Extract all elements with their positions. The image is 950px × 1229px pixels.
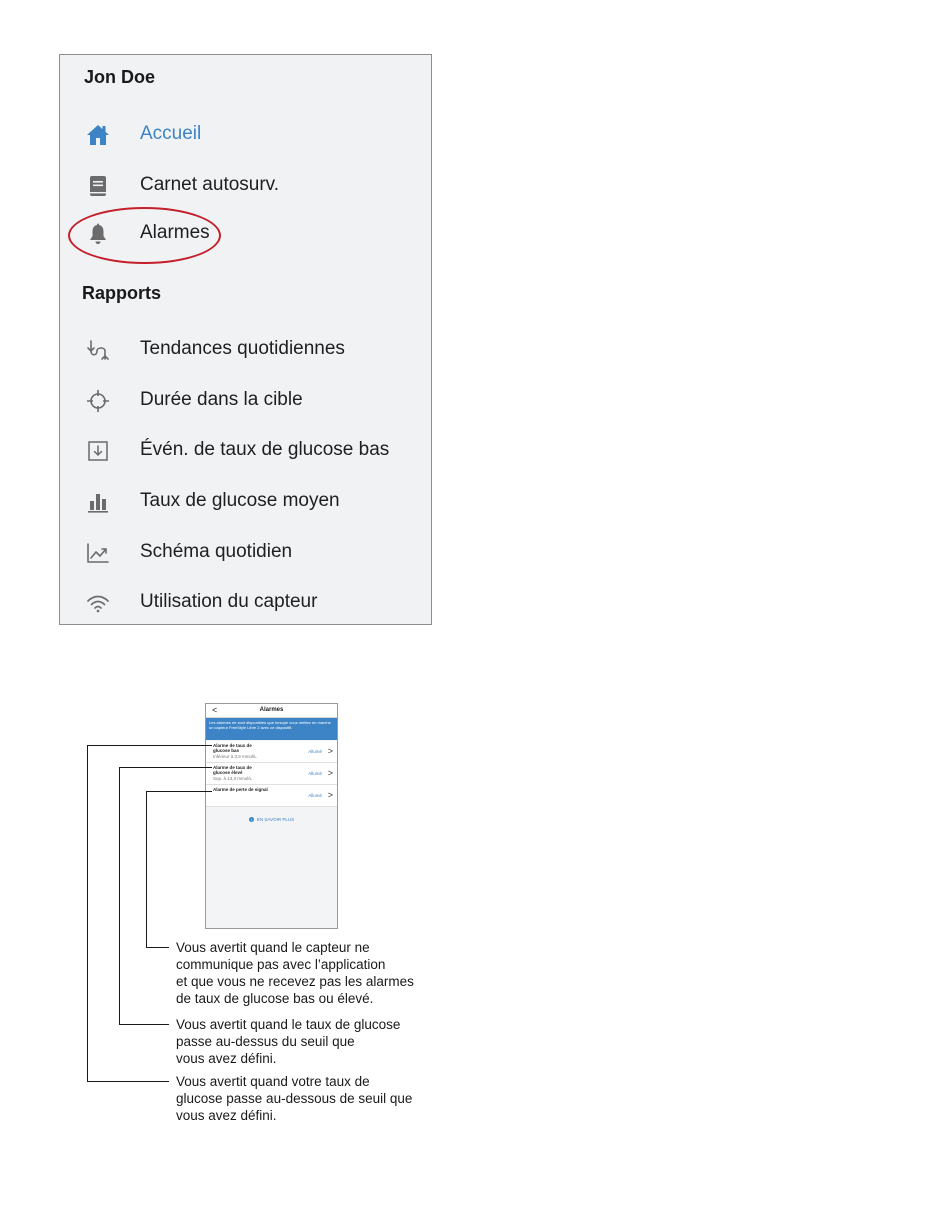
- line-chart-icon: [86, 541, 110, 565]
- back-chevron-icon[interactable]: <: [212, 705, 218, 715]
- alarm-row-subtitle: Inférieur à 3,9 mmol/L: [213, 754, 257, 759]
- bell-icon: [86, 222, 110, 246]
- callout-line: passe au-dessus du seuil que: [176, 1034, 355, 1049]
- nav-item-time-in-range[interactable]: [60, 384, 431, 418]
- nav-item-home[interactable]: [60, 118, 431, 152]
- nav-item-low-glucose-events[interactable]: [60, 434, 431, 468]
- callout-line: vous avez défini.: [176, 1108, 277, 1123]
- chevron-right-icon: >: [327, 768, 333, 778]
- alarm-row-high-glucose[interactable]: [206, 763, 337, 785]
- logbook-icon: [86, 174, 110, 198]
- callout-low-glucose: [176, 1073, 436, 1124]
- nav-item-sensor-usage[interactable]: [60, 586, 431, 620]
- nav-item-daily-trends[interactable]: [60, 333, 431, 367]
- phone-info-banner: Les alarmes ne sont disponibles que lorsque vous mettez en marche un capteur FreeStyle Libre 2 avec ce dispositif.: [206, 718, 337, 740]
- home-icon: [86, 123, 110, 147]
- daily-trends-icon: [86, 338, 110, 362]
- info-icon: i: [249, 817, 254, 822]
- user-name: Jon Doe: [84, 67, 156, 87]
- callout-line: Vous avertit quand le taux de glucose: [176, 1017, 401, 1032]
- nav-item-alarms[interactable]: [60, 217, 431, 251]
- nav-label-low-glucose-events: Évén. de taux de glucose bas: [140, 439, 390, 460]
- callout-line: Vous avertit quand le capteur ne: [176, 940, 370, 955]
- nav-label-home: Accueil: [140, 123, 202, 144]
- callout-line: communique pas avec l’application: [176, 957, 386, 972]
- alarm-row-status: Allumé: [308, 749, 322, 754]
- alarm-row-signal-loss[interactable]: [206, 785, 337, 807]
- nav-label-time-in-range: Durée dans la cible: [140, 389, 303, 410]
- target-icon: [86, 389, 110, 413]
- callout-line: et que vous ne recevez pas les alarmes: [176, 974, 414, 989]
- callout-line-signal-loss: [147, 792, 213, 948]
- alarm-row-status: Allumé: [308, 771, 322, 776]
- alarm-row-subtitle: Sup. à 13,3 mmol/L: [213, 776, 253, 781]
- navigation-drawer: [59, 54, 432, 625]
- alarm-row-title: Alarme de taux de glucose élevé: [213, 765, 252, 775]
- callout-line: glucose passe au-dessous de seuil que: [176, 1091, 413, 1106]
- nav-item-daily-patterns[interactable]: [60, 536, 431, 570]
- bar-chart-icon: [86, 490, 110, 514]
- alarm-row-status: Allumé: [308, 793, 322, 798]
- nav-label-sensor-usage: Utilisation du capteur: [140, 591, 318, 612]
- section-title-reports: Rapports: [82, 283, 162, 303]
- nav-label-daily-trends: Tendances quotidiennes: [140, 338, 345, 359]
- phone-header: [206, 704, 337, 718]
- nav-label-average-glucose: Taux de glucose moyen: [140, 490, 340, 511]
- alarm-row-title: Alarme de taux de glucose bas: [213, 743, 252, 753]
- callout-line: de taux de glucose bas ou élevé.: [176, 991, 374, 1006]
- chevron-right-icon: >: [327, 746, 333, 756]
- callout-line: vous avez défini.: [176, 1051, 277, 1066]
- nav-label-daily-patterns: Schéma quotidien: [140, 541, 293, 562]
- nav-item-average-glucose[interactable]: [60, 485, 431, 519]
- alarm-row-low-glucose[interactable]: [206, 741, 337, 763]
- callout-line: Vous avertit quand votre taux de: [176, 1074, 370, 1089]
- callout-signal-loss: [176, 939, 436, 1007]
- wifi-signal-icon: [86, 591, 110, 615]
- alarm-row-title: Alarme de perte de signal: [213, 787, 268, 792]
- learn-more-label: EN SAVOIR PLUS: [256, 817, 295, 822]
- low-glucose-event-icon: [86, 439, 110, 463]
- phone-title: Alarmes: [259, 707, 284, 713]
- callout-high-glucose: [176, 1016, 436, 1067]
- nav-label-logbook: Carnet autosurv.: [140, 174, 280, 195]
- nav-label-alarms: Alarmes: [140, 222, 210, 243]
- learn-more-link[interactable]: [206, 817, 337, 822]
- phone-alarms-screen: [205, 703, 338, 929]
- nav-item-logbook[interactable]: [60, 169, 431, 203]
- chevron-right-icon: >: [327, 790, 333, 800]
